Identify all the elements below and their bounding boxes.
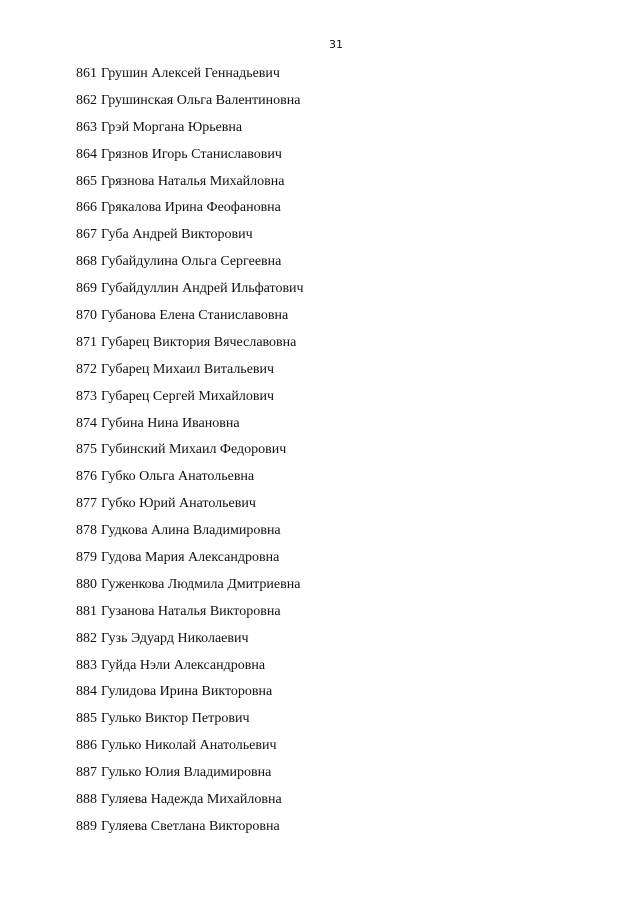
entry-name: Гудкова Алина Владимировна: [101, 523, 281, 539]
entry-name: Гузь Эдуард Николаевич: [101, 630, 249, 646]
list-item: [76, 198, 304, 225]
entry-number: 862: [76, 92, 97, 108]
entry-name: Губко Юрий Анатольевич: [101, 496, 256, 512]
entry-name: Губарец Виктория Вячеславовна: [101, 334, 297, 350]
entry-name: Гулидова Ирина Викторовна: [101, 684, 273, 700]
entry-name: Грушин Алексей Геннадьевич: [101, 66, 280, 81]
list-item: [76, 64, 304, 91]
entry-number: 881: [76, 603, 97, 619]
entry-number: 885: [76, 711, 97, 727]
list-item: [76, 521, 304, 548]
entry-number: 874: [76, 415, 97, 431]
entry-name: Гулько Николай Анатольевич: [101, 738, 277, 754]
entry-number: 871: [76, 334, 97, 350]
entry-name: Гуйда Нэли Александровна: [101, 657, 266, 673]
entry-number: 864: [76, 146, 97, 162]
entry-name: Гудова Мария Александровна: [101, 550, 280, 566]
entry-number: 861: [76, 66, 97, 81]
list-item: [76, 145, 304, 172]
entry-name: Гузанова Наталья Викторовна: [101, 603, 281, 619]
list-item: [76, 91, 304, 118]
entry-name: Губко Ольга Анатольевна: [101, 469, 255, 485]
entry-number: 889: [76, 818, 97, 834]
name-list: [76, 64, 304, 844]
entry-name: Губарец Михаил Витальевич: [101, 361, 275, 377]
entry-number: 869: [76, 281, 97, 297]
entry-number: 873: [76, 388, 97, 404]
list-item: [76, 575, 304, 602]
list-item: [76, 629, 304, 656]
entry-number: 882: [76, 630, 97, 646]
list-item: [76, 467, 304, 494]
entry-number: 872: [76, 361, 97, 377]
list-item: [76, 817, 304, 844]
entry-number: 886: [76, 738, 97, 754]
entry-name: Грязнов Игорь Станиславович: [101, 146, 282, 162]
list-item: [76, 790, 304, 817]
list-item: [76, 118, 304, 145]
entry-number: 880: [76, 576, 97, 592]
list-item: [76, 252, 304, 279]
entry-number: 866: [76, 200, 97, 216]
list-item: [76, 440, 304, 467]
entry-name: Губа Андрей Викторович: [101, 227, 253, 243]
entry-name: Грязнова Наталья Михайловна: [101, 173, 285, 189]
list-item: [76, 656, 304, 683]
list-item: [76, 736, 304, 763]
list-item: [76, 602, 304, 629]
list-item: [76, 360, 304, 387]
entry-number: 887: [76, 765, 97, 781]
list-item: [76, 763, 304, 790]
entry-name: Гулько Виктор Петрович: [101, 711, 250, 727]
entry-number: 876: [76, 469, 97, 485]
list-item: [76, 279, 304, 306]
list-item: [76, 225, 304, 252]
entry-number: 865: [76, 173, 97, 189]
entry-name: Гуляева Надежда Михайловна: [101, 792, 282, 808]
list-item: [76, 494, 304, 521]
entry-number: 877: [76, 496, 97, 512]
entry-name: Грэй Моргана Юрьевна: [101, 119, 243, 135]
entry-number: 863: [76, 119, 97, 135]
entry-number: 888: [76, 792, 97, 808]
entry-name: Губина Нина Ивановна: [101, 415, 240, 431]
list-item: [76, 414, 304, 441]
entry-number: 879: [76, 550, 97, 566]
entry-number: 868: [76, 254, 97, 270]
entry-name: Губарец Сергей Михайлович: [101, 388, 274, 404]
entry-name: Гулько Юлия Владимировна: [101, 765, 272, 781]
entry-number: 884: [76, 684, 97, 700]
list-item: [76, 333, 304, 360]
entry-number: 878: [76, 523, 97, 539]
list-item: [76, 172, 304, 199]
entry-name: Грякалова Ирина Феофановна: [101, 200, 281, 216]
entry-name: Губанова Елена Станиславовна: [101, 308, 289, 324]
entry-name: Губинский Михаил Федорович: [101, 442, 287, 458]
entry-number: 867: [76, 227, 97, 243]
page-number: 31: [329, 38, 343, 51]
list-item: [76, 709, 304, 736]
entry-name: Гуженкова Людмила Дмитриевна: [101, 576, 301, 592]
entry-number: 875: [76, 442, 97, 458]
entry-number: 870: [76, 308, 97, 324]
list-item: [76, 548, 304, 575]
list-item: [76, 387, 304, 414]
list-item: [76, 682, 304, 709]
entry-name: Губайдуллин Андрей Ильфатович: [101, 281, 304, 297]
entry-name: Грушинская Ольга Валентиновна: [101, 92, 301, 108]
list-item: [76, 306, 304, 333]
entry-number: 883: [76, 657, 97, 673]
entry-name: Губайдулина Ольга Сергеевна: [101, 254, 282, 270]
entry-name: Гуляева Светлана Викторовна: [101, 818, 280, 834]
